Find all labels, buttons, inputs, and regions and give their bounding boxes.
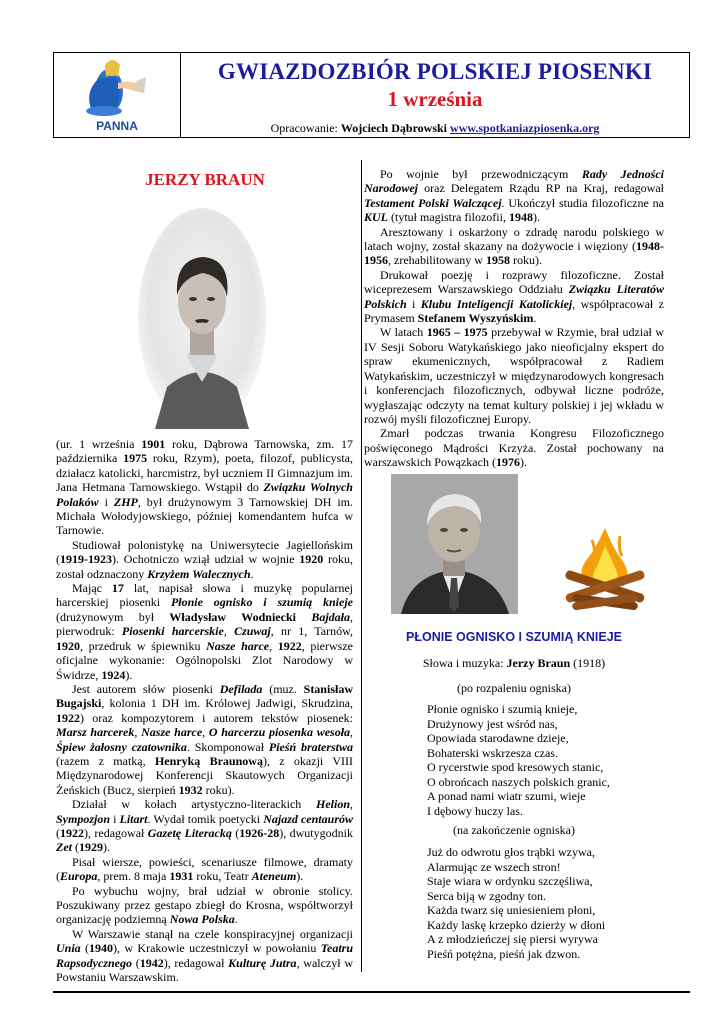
verse-line: O obrońcach naszych polskich granic, bbox=[427, 774, 610, 789]
sign-name: PANNA bbox=[96, 119, 138, 133]
verse-line: Pieśń potężna, pieśń jak dzwon. bbox=[427, 946, 581, 961]
website-link[interactable]: www.spotkaniazpiosenka.org bbox=[450, 121, 600, 135]
zodiac-sign bbox=[54, 53, 180, 139]
verse-line: Alarmując ze wszech stron! bbox=[427, 859, 561, 874]
column-divider bbox=[361, 160, 362, 972]
song-credit-prefix: Słowa i muzyka: bbox=[422, 656, 507, 670]
bottom-rule bbox=[53, 991, 690, 993]
verse-line: Drużynowy jest wśród nas, bbox=[427, 716, 558, 731]
bio-paragraph: W Warszawie stanął na czele konspiracyjnej organizacji Unia (1940), w Krakowie uczestniczył w powołaniu Teatru Rapsodycznego (1942), redagował Kulturę Jutra, walczył w Powstaniu Warszawskim. bbox=[56, 926, 354, 985]
song-note-end: (na zakończenie ogniska) bbox=[453, 823, 575, 837]
song-title: PŁONIE OGNISKO I SZUMIĄ KNIEJE bbox=[406, 630, 622, 644]
bio-paragraph: (ur. 1 września 1901 roku, Dąbrowa Tarnowska, zm. 17 października 1975 roku, Rzym), poeta, filozof, publicysta, działacz katolicki, harcmistrz, był uczniem II Gimnazjum im. Jana Hetmana Tarnowskiego. Wstąpił do Związku Wolnych Polaków i ZHP, był drużynowym 3 Tarnowskiej DH im. Michała Wołodyjowskiego, później komendantem hufca w Tarnowie. bbox=[56, 437, 354, 538]
page-title: GWIAZDOZBIÓR POLSKIEJ PIOSENKI bbox=[217, 59, 653, 84]
bio-paragraph: Po wojnie był przewodniczącym Rady Jedności Narodowej oraz Delegatem Rządu RP na Kraj, redagował Testament Polski Walczącej. Ukończył studia filozoficzne na KUL (tytuł magistra filozofii, 1948). bbox=[364, 167, 664, 225]
verse-line: Staje wiara w ordynku szczęśliwa, bbox=[427, 874, 593, 888]
campfire-icon bbox=[562, 520, 648, 618]
credits-author: Wojciech Dąbrowski bbox=[340, 121, 448, 135]
bio-paragraph: Mając 17 lat, napisał słowa i muzykę popularnej harcerskiej piosenki Płonie ognisko i szumią knieje (drużynowym był Władysław Wodniecki Bajdała, pierwodruk: Piosenki harcerskie, Czuwaj, nr 1, Tarnów, 1920, przedruk w śpiewniku Nasze harce, 1922, pierwsze oficjalne wykonanie: Ogólnopolski Zlot Narodowy w Świdrze, 1924). bbox=[56, 581, 354, 682]
bio-paragraph: Aresztowany i oskarżony o zdradę narodu polskiego w latach wojny, został skazany na dożywocie i więziony (1948-1956, zrehabilitowany w 1958 roku). bbox=[364, 224, 664, 268]
verse-2 bbox=[427, 845, 677, 961]
bio-paragraph: Zmarł podczas trwania Kongresu Filozoficznego poświęconego Mądrości Krzyża. Został pochowany na warszawskich Powązkach (1976). bbox=[364, 426, 664, 470]
verse-line: Bohaterski wskrzesza czas. bbox=[427, 745, 558, 760]
verse-line: Każdy laskę krzepko dzierży w dłoni bbox=[427, 917, 606, 932]
page-date: 1 września bbox=[387, 87, 483, 111]
verse-line: A ponad nami wiatr szumi, wieje bbox=[427, 789, 586, 803]
biography-left bbox=[56, 437, 353, 984]
verse-1 bbox=[427, 702, 677, 818]
verse-line: A z młodzieńczej się piersi wyrywa bbox=[427, 932, 598, 946]
song-note-start: (po rozpaleniu ogniska) bbox=[457, 681, 571, 695]
verse-line: O rycerstwie spod kresowych stanic, bbox=[427, 760, 604, 774]
verse-line: Każda twarz się uniesieniem płoni, bbox=[427, 903, 596, 917]
biography-right bbox=[364, 167, 664, 470]
header-box bbox=[53, 52, 690, 138]
virgo-figure-icon bbox=[54, 53, 180, 119]
verse-line: Serca biją w zgodny ton. bbox=[427, 888, 546, 903]
bio-paragraph: W latach 1965 – 1975 przebywał w Rzymie, brał udział w IV Sesji Soboru Watykańskiego jako nieoficjalny ekspert do spraw ekumenicznych, współpracował z Radiem Watykańskim, uczestniczył w międzynarodowych kongresach i konferencjach filozoficznych, odbywał liczne podróże, wygłaszając odczyty na temat kultury polskiej i jej wkładu w rozwój myśli filozoficznej Europy. bbox=[364, 325, 665, 426]
verse-line: I dębowy huczy las. bbox=[427, 803, 523, 818]
bio-paragraph: Pisał wiersze, powieści, scenariusze filmowe, dramaty (Europa, prem. 8 maja 1931 roku, Teatr Ateneum). bbox=[56, 854, 353, 884]
bio-paragraph: Po wybuchu wojny, brał udział w obronie stolicy. Poszukiwany przez gestapo zbiegł do Krosna, współtworzył organizację podziemną Nowa Polska. bbox=[56, 883, 353, 927]
jerzy-braun-portrait bbox=[137, 207, 267, 429]
verse-line: Opowiada starodawne dzieje, bbox=[427, 731, 569, 745]
bio-paragraph: Drukował poezję i rozprawy filozoficzne. Został wiceprezesem Warszawskiego Oddziału Związku Literatów Polskich i Klubu Inteligencji Katolickiej, współpracował z Prymasem Stefanem Wyszyńskim. bbox=[364, 267, 665, 326]
bio-paragraph: Działał w kołach artystyczno-literackich Helion, Sympozjon i Litart. Wydał tomik poetycki Najazd centaurów (1922), redagował Gazetę Literacką (1926-28), dwutygodnik Zet (1929). bbox=[56, 797, 353, 855]
song-credit bbox=[364, 656, 664, 671]
song-credit-year: (1918) bbox=[570, 656, 606, 670]
credits-prefix: Opracowanie: bbox=[270, 121, 341, 135]
bio-paragraph: Studiował polonistykę na Uniwersytecie Jagiellońskim (1919-1923). Ochotniczo wziął udział w wojnie 1920 roku, został odznaczony Krzyżem Walecznych. bbox=[56, 537, 353, 581]
verse-line: Już do odwrotu głos trąbki wzywa, bbox=[427, 845, 595, 859]
bio-paragraph: Jest autorem słów piosenki Defilada (muz. Stanisław Bugajski, kolonia 1 DH im. Królowej Jadwigi, Skrudzina, 1922) oraz kompozytorem i autorem tekstów piosenek: Marsz harcerek, Nasze harce, O harcerzu piosenka wesoła, Śpiew żałosny czatownika. Skomponował Pieśń braterstwa (razem z matką, Henryką Braunową), z okazji VIII Międzynarodowej Konferencji Skautowych Organizacji Żeńskich (Bucz, sierpień 1932 roku). bbox=[56, 681, 354, 797]
article-name: JERZY BRAUN bbox=[145, 170, 265, 189]
song-credit-name: Jerzy Braun bbox=[506, 656, 571, 670]
credits bbox=[181, 121, 689, 136]
verse-line: Płonie ognisko i szumią knieje, bbox=[427, 702, 578, 716]
older-portrait bbox=[391, 474, 518, 614]
